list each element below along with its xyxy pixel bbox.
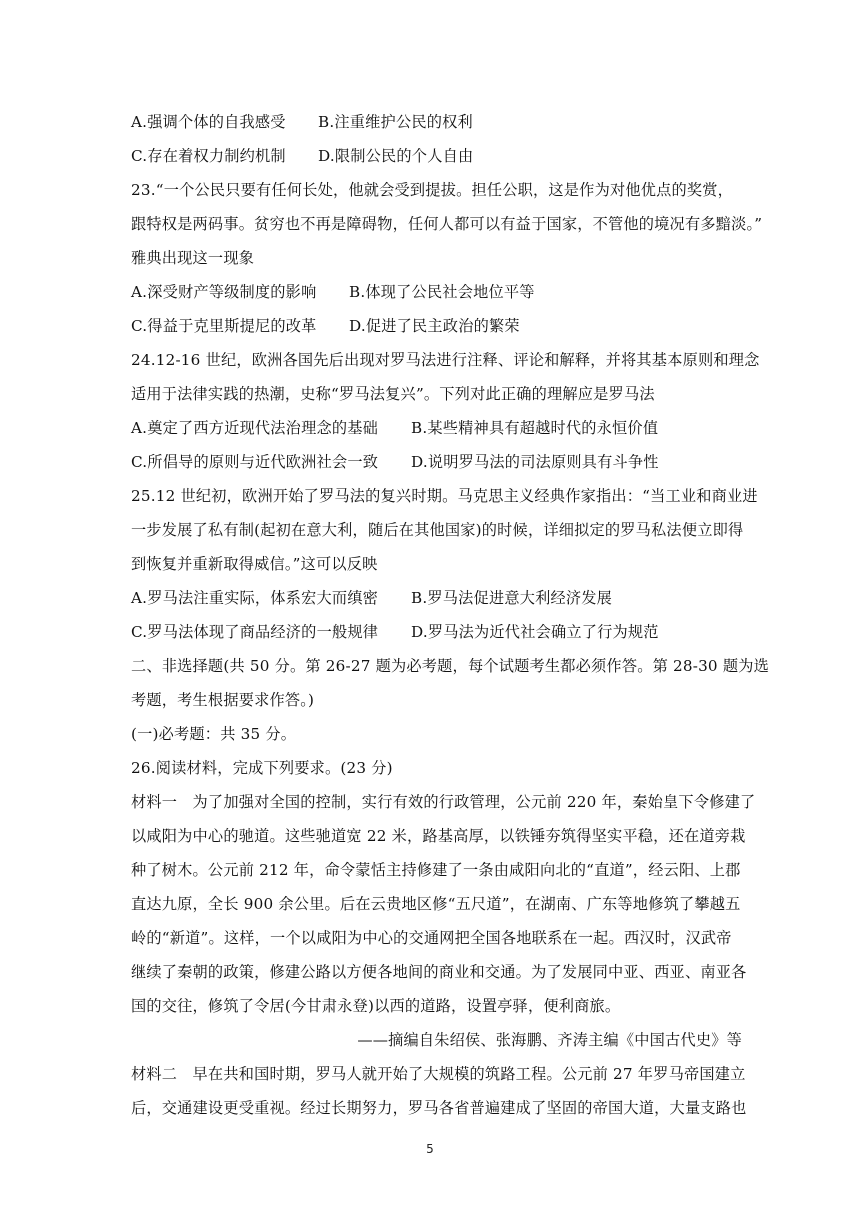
option-c: C.罗马法体现了商品经济的一般规律: [131, 623, 379, 641]
question-26-title: 26.阅读材料，完成下列要求。(23 分): [131, 759, 393, 777]
section-heading: 二、非选择题(共 50 分。第 26-27 题为必考题，每个试题考生都必须作答。第 28-30 题为选: [131, 657, 769, 675]
option-c: C.存在着权力制约机制: [131, 147, 286, 165]
material-1-text: 材料一 为了加强对全国的控制，实行有效的行政管理，公元前 220 年，秦始皇下令修建了: [131, 793, 756, 811]
option-d: D.罗马法为近代社会确立了行为规范: [411, 623, 659, 641]
option-b: B.某些精神具有超越时代的永恒价值: [411, 419, 659, 437]
page-number: 5: [426, 1142, 434, 1156]
option-line: [131, 418, 659, 438]
material-1-text: 岭的“新道”。这样，一个以咸阳为中心的交通网把全国各地联系在一起。西汉时，汉武帝: [131, 929, 732, 947]
material-1-source: ——摘编自朱绍侯、张海鹏、齐涛主编《中国古代史》等: [357, 1031, 742, 1049]
option-line: [131, 316, 520, 336]
option-line: [131, 146, 474, 166]
option-line: [131, 622, 659, 642]
section-heading: 考题，考生根据要求作答。): [131, 691, 315, 709]
option-d: D.说明罗马法的司法原则具有斗争性: [411, 453, 659, 471]
option-line: [131, 112, 473, 132]
question-24-stem: 适用于法律实践的热潮，史称“罗马法复兴”。下列对此正确的理解应是罗马法: [131, 385, 655, 403]
option-a: A.深受财产等级制度的影响: [131, 283, 317, 301]
question-24-text: 24.12-16 世纪，欧洲各国先后出现对罗马法进行注释、评论和解释，并将其基本原则和理念: [131, 351, 760, 369]
option-b: B.体现了公民社会地位平等: [349, 283, 535, 301]
option-d: D.促进了民主政治的繁荣: [349, 317, 520, 335]
option-c: C.所倡导的原则与近代欧洲社会一致: [131, 453, 379, 471]
question-23-text: 23.“一个公民只要有任何长处，他就会受到提拔。担任公职，这是作为对他优点的奖赏，: [131, 181, 734, 199]
question-23-stem: 雅典出现这一现象: [131, 249, 255, 267]
option-a: A.罗马法注重实际，体系宏大而缜密: [131, 589, 379, 607]
subsection-heading: (一)必考题：共 35 分。: [131, 725, 297, 743]
material-1-text: 直达九原，全长 900 余公里。后在云贵地区修“五尺道”，在湖南、广东等地修筑了攀越五: [131, 895, 741, 913]
option-b: B.罗马法促进意大利经济发展: [411, 589, 613, 607]
option-line: [131, 452, 659, 472]
material-2-text: 后，交通建设更受重视。经过长期努力，罗马各省普遍建成了坚固的帝国大道，大量支路也: [131, 1099, 747, 1117]
question-25-text: 一步发展了私有制(起初在意大利，随后在其他国家)的时候，详细拟定的罗马私法便立即得: [131, 521, 744, 539]
material-1-text: 继续了秦朝的政策，修建公路以方便各地间的商业和交通。为了发展同中亚、西亚、南亚各: [131, 963, 747, 981]
material-1-text: 以咸阳为中心的驰道。这些驰道宽 22 米，路基高厚，以铁锤夯筑得坚实平稳，还在道旁栽: [131, 827, 746, 845]
option-line: [131, 282, 535, 302]
option-c: C.得益于克里斯提尼的改革: [131, 317, 317, 335]
material-2-text: 材料二 早在共和国时期，罗马人就开始了大规模的筑路工程。公元前 27 年罗马帝国建立: [131, 1065, 746, 1083]
question-23-text: 跟特权是两码事。贫穷也不再是障碍物，任何人都可以有益于国家，不管他的境况有多黯淡。”: [131, 215, 763, 233]
question-25-text: 25.12 世纪初，欧洲开始了罗马法的复兴时期。马克思主义经典作家指出：“当工业和商业进: [131, 487, 758, 505]
option-a: A.强调个体的自我感受: [131, 113, 286, 131]
option-line: [131, 588, 613, 608]
option-d: D.限制公民的个人自由: [318, 147, 474, 165]
option-b: B.注重维护公民的权利: [318, 113, 473, 131]
material-1-text: 国的交往，修筑了令居(今甘肃永登)以西的道路，设置亭驿，便利商旅。: [131, 997, 621, 1015]
option-a: A.奠定了西方近现代法治理念的基础: [131, 419, 379, 437]
question-25-stem: 到恢复并重新取得威信。”这可以反映: [131, 555, 378, 573]
material-1-text: 种了树木。公元前 212 年，命令蒙恬主持修建了一条由咸阳向北的“直道”，经云阳、上郡: [131, 861, 741, 879]
